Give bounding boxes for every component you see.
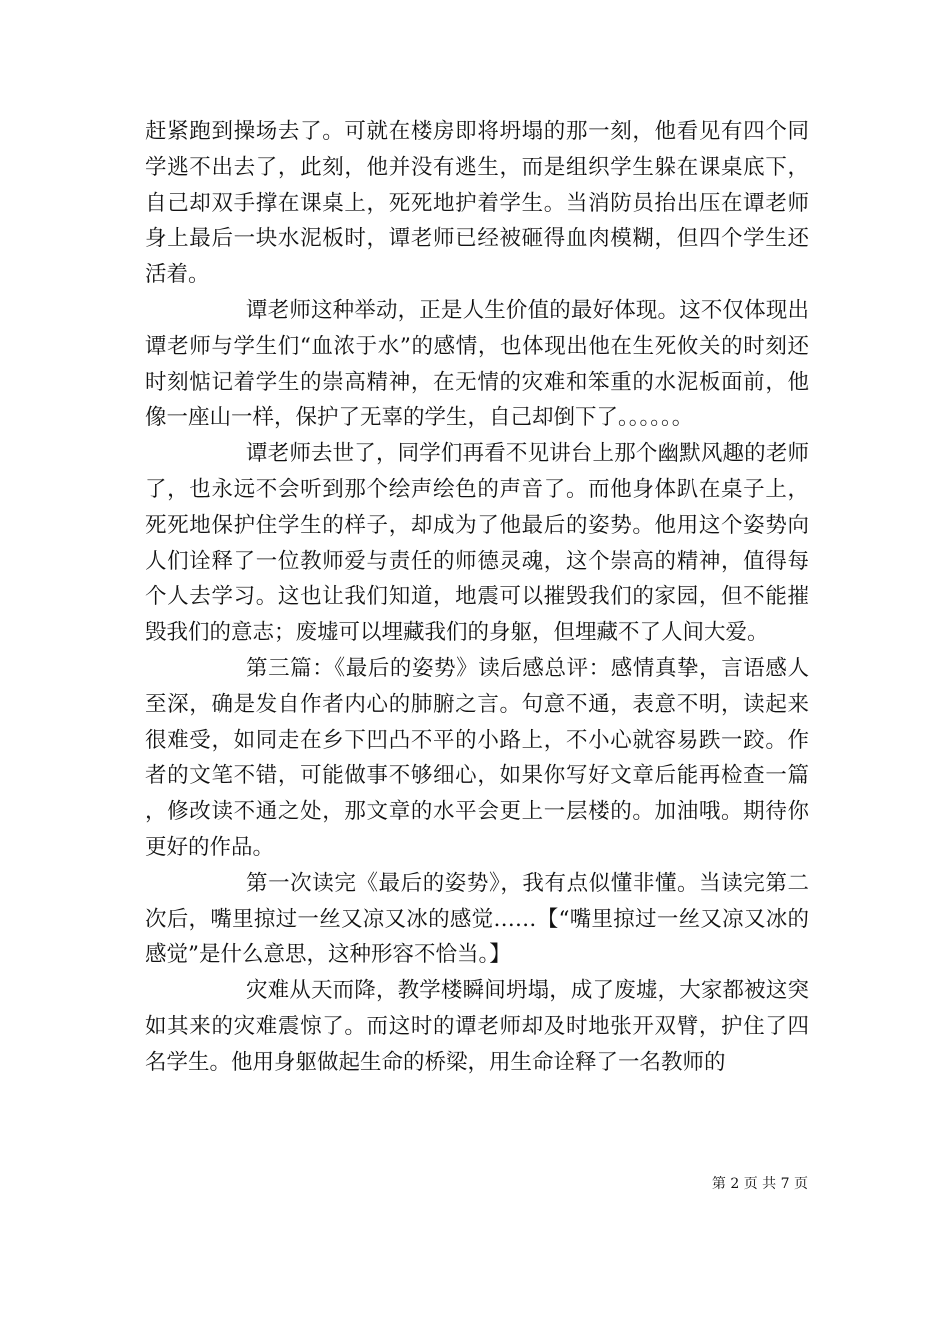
- paragraph-disaster: 灾难从天而降，教学楼瞬间坍塌，成了废墟，大家都被这突如其来的灾难震惊了。而这时的谭老师却及时地张开双臂，护住了四名学生。他用身躯做起生命的桥梁，用生命诠释了一名教师的: [145, 978, 809, 1075]
- paragraph-teacher-passed: 谭老师去世了，同学们再看不见讲台上那个幽默风趣的老师了，也永远不会听到那个绘声绘色的声音了。而他身体趴在桌子上，死死地保护住学生的样子，却成为了他最后的姿势。他用这个姿势向人们诠释了一位教师爱与责任的师德灵魂，这个崇高的精神，值得每个人去学习。这也让我们知道，地震可以摧毁我们的家园，但不能摧毁我们的意志；废墟可以埋藏我们的身躯，但埋藏不了人间大爱。: [145, 441, 809, 646]
- page-number-footer: 第 2 页 共 7 页: [711, 1176, 808, 1192]
- paragraph-teacher-value: 谭老师这种举动，正是人生价值的最好体现。这不仅体现出谭老师与学生们“血浓于水”的感情，也体现出他在生死攸关的时刻还时刻惦记着学生的崇高精神，在无情的灾难和笨重的水泥板面前，他像一座山一样，保护了无辜的学生，自己却倒下了。。。。。。: [145, 297, 809, 431]
- paragraph-first-reading: 第一次读完《最后的姿势》，我有点似懂非懂。当读完第二次后，嘴里掠过一丝又凉又冰的感觉……【“嘴里掠过一丝又凉又冰的感觉”是什么意思，这种形容不恰当。】: [145, 870, 809, 968]
- paragraph-review-comment: 第三篇：《最后的姿势》读后感总评：感情真挚，言语感人至深，确是发自作者内心的肺腑之言。句意不通，表意不明，读起来很难受，如同走在乡下凹凸不平的小路上，不小心就容易跌一跤。作者的文笔不错，可能做事不够细心，如果你写好文章后能再检查一篇，修改读不通之处，那文章的水平会更上一层楼的。加油哦。期待你更好的作品。: [145, 655, 809, 860]
- paragraph-continuation: 赶紧跑到操场去了。可就在楼房即将坍塌的那一刻，他看见有四个同学逃不出去了，此刻，他并没有逃生，而是组织学生躲在课桌底下，自己却双手撑在课桌上，死死地护着学生。当消防员抬出压在谭老师身上最后一块水泥板时，谭老师已经被砸得血肉模糊，但四个学生还活着。: [145, 119, 809, 288]
- document-body: [145, 114, 809, 1081]
